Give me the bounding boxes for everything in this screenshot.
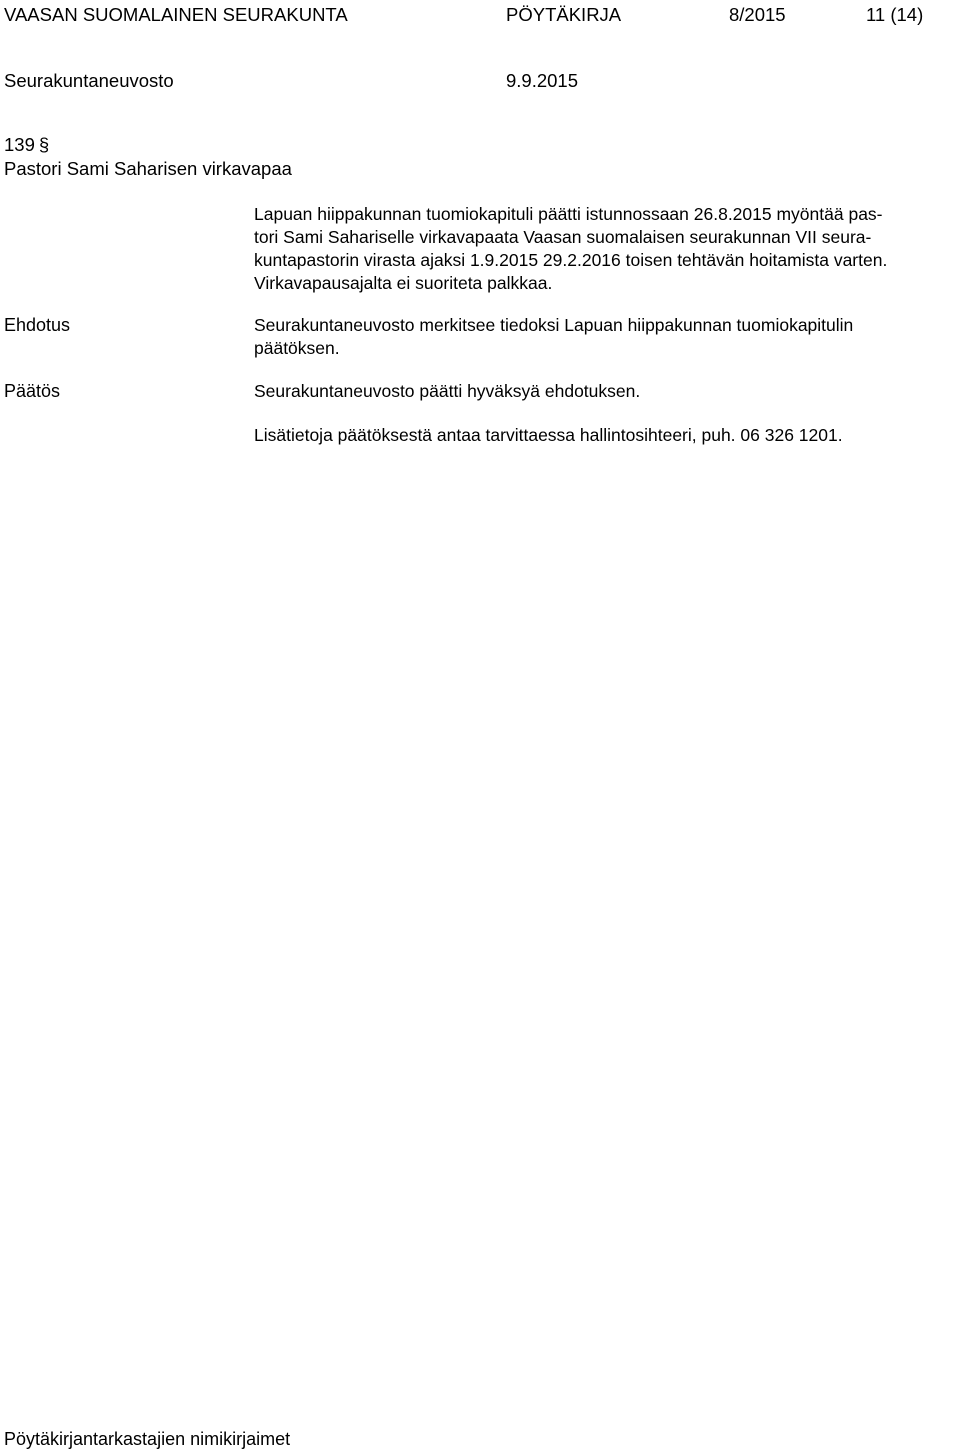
meeting-date: 9.9.2015	[506, 70, 579, 91]
proposal-line: päätöksen.	[254, 338, 340, 358]
additional-info: Lisätietoja päätöksestä antaa tarvittaessa hallintosihteeri, puh. 06 326 1201.	[254, 425, 843, 445]
proposal-label: Ehdotus	[4, 315, 71, 335]
section-heading	[4, 133, 49, 156]
decision-text: Seurakuntaneuvosto päätti hyväksyä ehdotuksen.	[254, 381, 641, 401]
intro-line: Lapuan hiippakunnan tuomiokapituli päätti istunnossaan 26.8.2015 myöntää pas-	[254, 204, 883, 224]
section-symbol: §	[38, 134, 50, 155]
footer-initials-label: Pöytäkirjantarkastajien nimikirjaimet	[4, 1429, 291, 1449]
proposal-line: Seurakuntaneuvosto merkitsee tiedoksi Lapuan hiippakunnan tuomiokapitulin	[254, 315, 854, 335]
intro-paragraph	[254, 203, 958, 295]
intro-line: kuntapastorin virasta ajaksi 1.9.2015 29.2.2016 toisen tehtävän hoitamista varten.	[254, 250, 888, 270]
section-title: Pastori Sami Saharisen virkavapaa	[4, 158, 292, 179]
organization-name: VAASAN SUOMALAINEN SEURAKUNTA	[4, 4, 348, 25]
proposal-paragraph	[254, 314, 958, 360]
document-number: 8/2015	[729, 4, 786, 25]
meeting-body: Seurakuntaneuvosto	[4, 70, 174, 91]
decision-label: Päätös	[4, 381, 61, 401]
section-number: 139	[4, 134, 35, 155]
page-number: 11 (14)	[866, 4, 924, 25]
document-type: PÖYTÄKIRJA	[506, 4, 622, 25]
intro-line: tori Sami Sahariselle virkavapaata Vaasan suomalaisen seurakunnan VII seura-	[254, 227, 872, 247]
intro-line: Virkavapausajalta ei suoriteta palkkaa.	[254, 273, 553, 293]
